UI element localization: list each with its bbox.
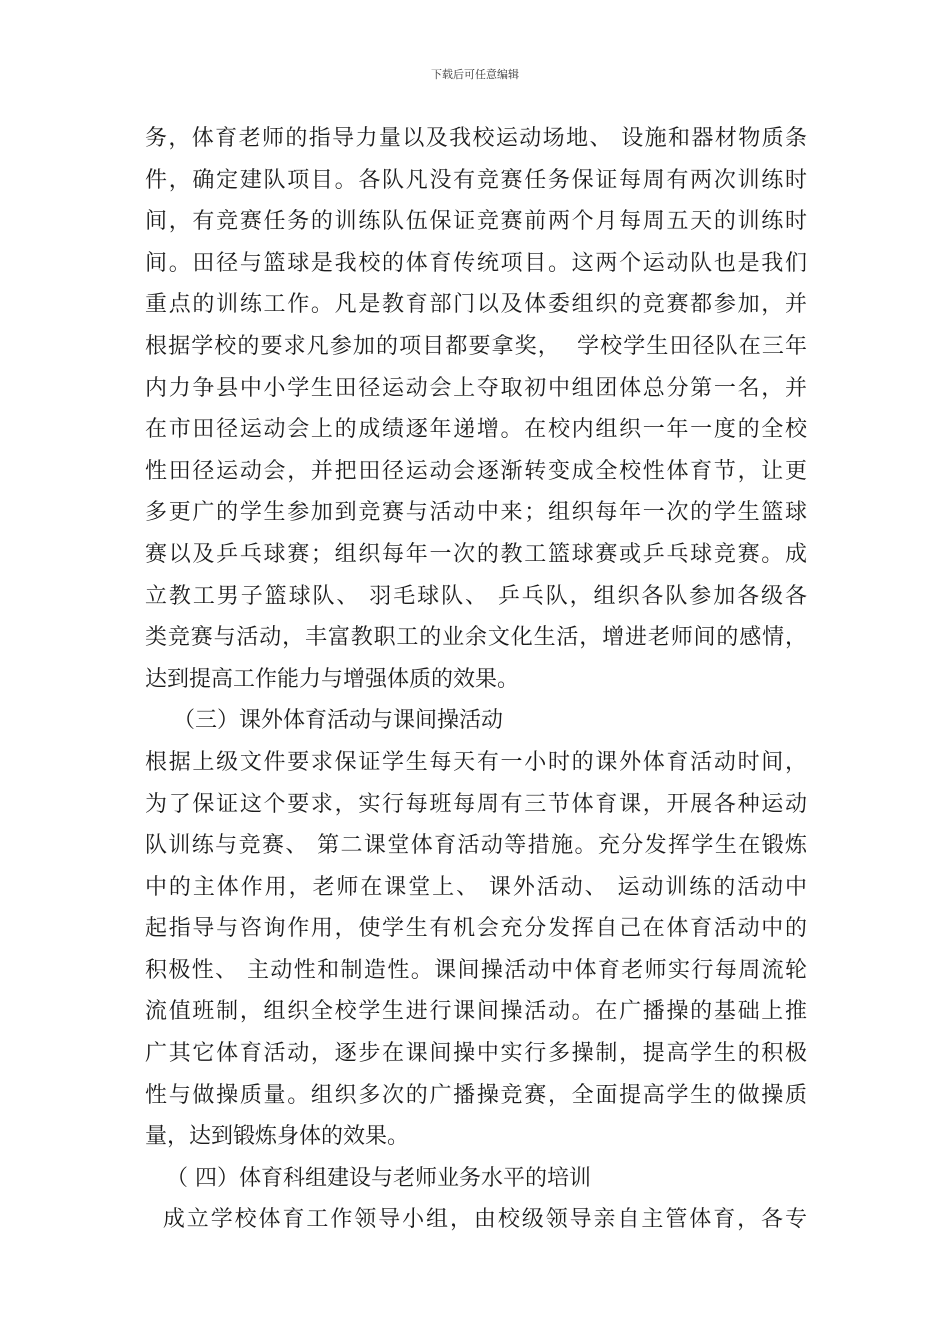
text-line: 内力争县中小学生田径运动会上夺取初中组团体总分第一名，并 — [145, 375, 807, 401]
document-body — [145, 118, 807, 1241]
text-line: 起指导与咨询作用，使学生有机会充分发挥自己在体育活动中的 — [145, 916, 807, 942]
text-line: 队训练与竞赛、 第二课堂体育活动等措施。充分发挥学生在锻炼 — [145, 833, 807, 859]
text-line: 广其它体育活动，逐步在课间操中实行多操制，提高学生的积极 — [145, 1041, 807, 1067]
text-line: （三）课外体育活动与课间操活动 — [145, 708, 503, 734]
text-line: 重点的训练工作。凡是教育部门以及体委组织的竞赛都参加，并 — [145, 292, 807, 318]
text-line: 根据上级文件要求保证学生每天有一小时的课外体育活动时间， — [145, 749, 807, 775]
text-line: 达到提高工作能力与增强体质的效果。 — [145, 666, 520, 692]
text-line: 间，有竞赛任务的训练队伍保证竞赛前两个月每周五天的训练时 — [145, 209, 807, 235]
text-line: 成立学校体育工作领导小组，由校级领导亲自主管体育，各专 — [145, 1207, 807, 1233]
text-line: 为了保证这个要求，实行每班每周有三节体育课，开展各种运动 — [145, 791, 807, 817]
text-line: 积极性、 主动性和制造性。课间操活动中体育老师实行每周流轮 — [145, 957, 807, 983]
text-line: 多更广的学生参加到竞赛与活动中来；组织每年一次的学生篮球 — [145, 500, 807, 526]
text-line: 立教工男子篮球队、 羽毛球队、 乒乓队，组织各队参加各级各 — [145, 583, 807, 609]
text-line: 性与做操质量。组织多次的广播操竞赛，全面提高学生的做操质 — [145, 1082, 807, 1108]
text-line: 量，达到锻炼身体的效果。 — [145, 1124, 410, 1150]
text-line: 件，确定建队项目。各队凡没有竞赛任务保证每周有两次训练时 — [145, 167, 807, 193]
text-line: 赛以及乒乓球赛；组织每年一次的教工篮球赛或乒乓球竞赛。成 — [145, 541, 807, 567]
text-line: 在市田径运动会上的成绩逐年递增。在校内组织一年一度的全校 — [145, 417, 807, 443]
text-line: 根据学校的要求凡参加的项目都要拿奖， 学校学生田径队在三年 — [145, 333, 807, 359]
page-header: 下载后可任意编辑 — [431, 68, 519, 81]
text-line: 务，体育老师的指导力量以及我校运动场地、 设施和器材物质条 — [145, 126, 807, 151]
text-line: （ 四）体育科组建设与老师业务水平的培训 — [145, 1165, 591, 1191]
text-line: 类竞赛与活动，丰富教职工的业余文化生活，增进老师间的感情， — [145, 625, 807, 651]
text-line: 中的主体作用，老师在课堂上、 课外活动、 运动训练的活动中 — [145, 874, 807, 900]
text-line: 流值班制，组织全校学生进行课间操活动。在广播操的基础上推 — [145, 999, 807, 1025]
text-line: 间。田径与篮球是我校的体育传统项目。这两个运动队也是我们 — [145, 250, 807, 276]
text-line: 性田径运动会，并把田径运动会逐渐转变成全校性体育节，让更 — [145, 458, 807, 484]
